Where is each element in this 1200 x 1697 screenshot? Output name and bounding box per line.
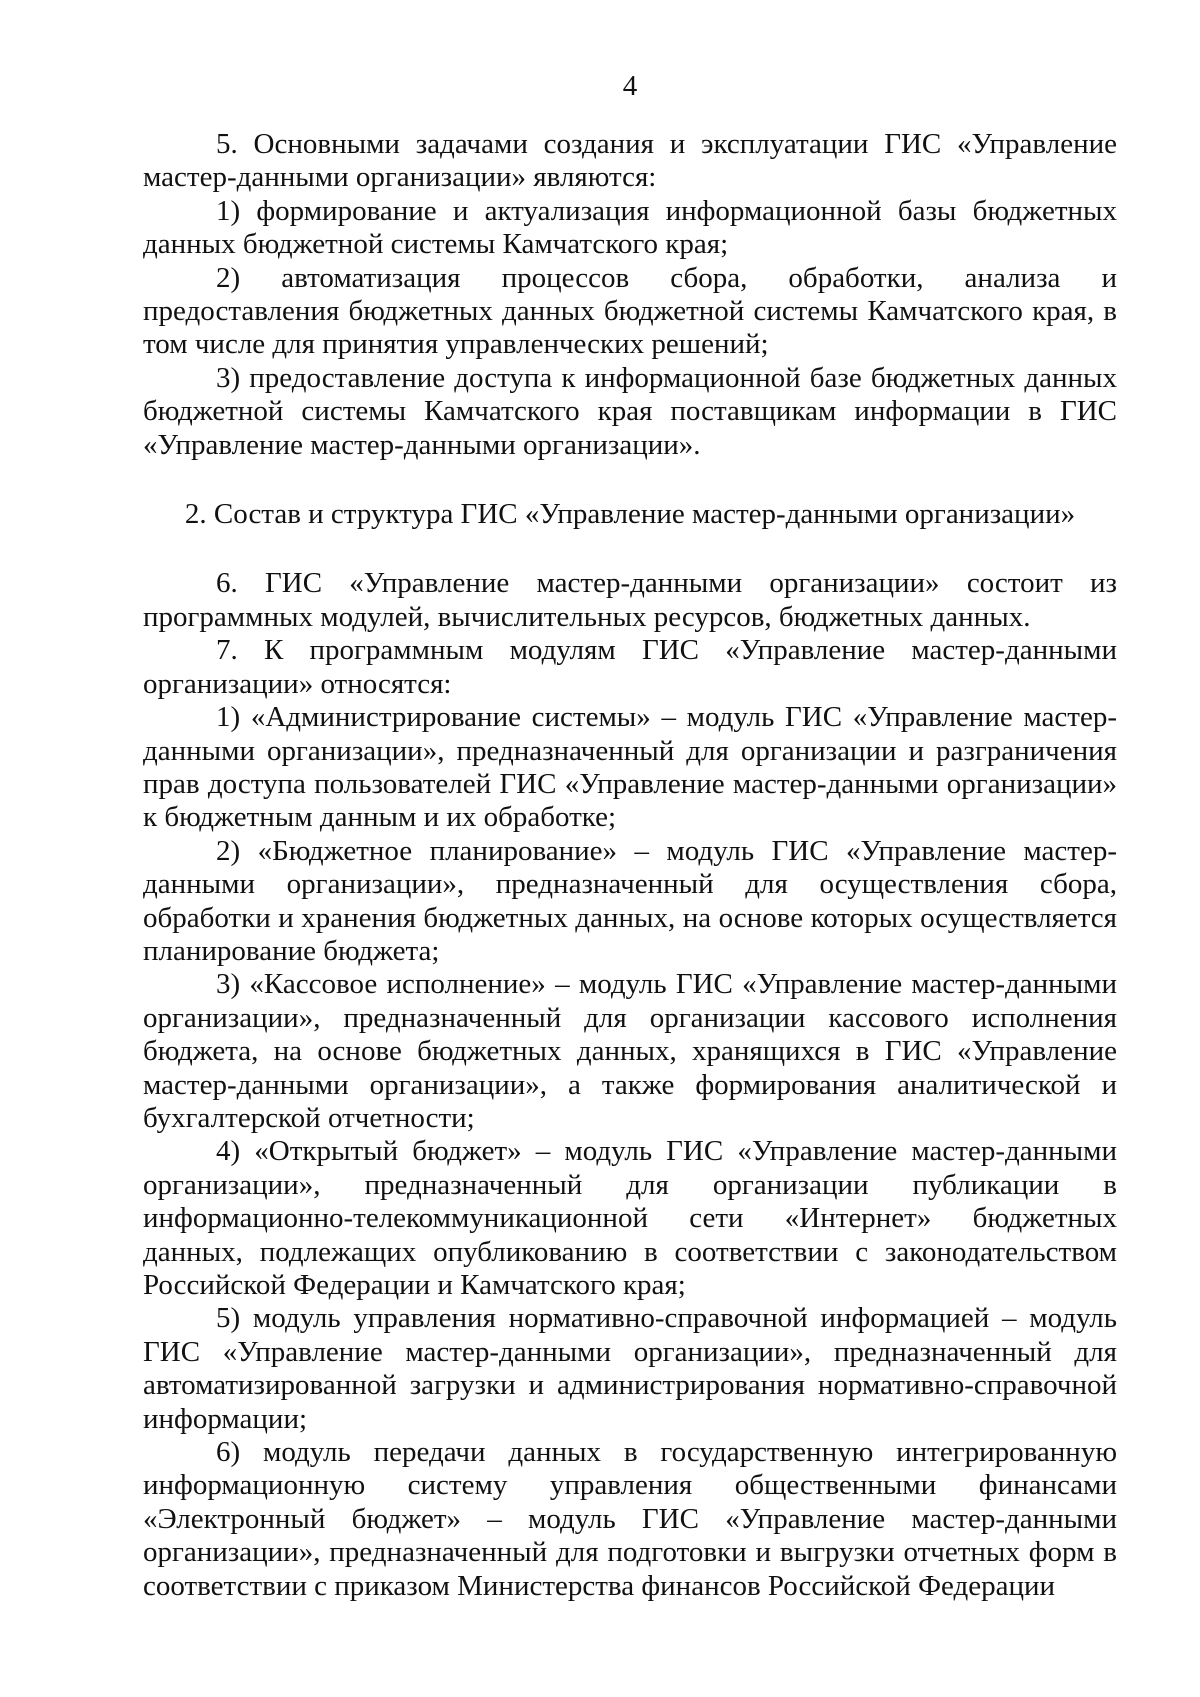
module-item-5: 5) модуль управления нормативно-справочной информацией – модуль ГИС «Управление мастер-данными организации», предназначенный для автоматизированной загрузки и администрирования нормативно-справочной информации; [143,1302,1117,1435]
document-body [143,128,1117,1603]
paragraph-6: 6. ГИС «Управление мастер-данными организации» состоит из программных модулей, вычислительных ресурсов, бюджетных данных. [143,567,1117,633]
paragraph-7: 7. К программным модулям ГИС «Управление мастер-данными организации» относятся: [143,634,1117,700]
list-item-1: 1) формирование и актуализация информационной базы бюджетных данных бюджетной системы Камчатского края; [143,194,1117,261]
paragraph-5: 5. Основными задачами создания и эксплуатации ГИС «Управление мастер-данными организации» являются: [143,128,1117,194]
module-item-1: 1) «Администрирование системы» – модуль ГИС «Управление мастер-данными организации», предназначенный для организации и разграничения прав доступа пользователей ГИС «Управление мастер-данными организации» к бюджетным данным и их обработке; [143,701,1117,834]
module-item-4: 4) «Открытый бюджет» – модуль ГИС «Управление мастер-данными организации», предназначенный для организации публикации в информационно-телекоммуникационной сети «Интернет» бюджетных данных, подлежащих опубликованию в соответствии с законодательством Российской Федерации и Камчатского края; [143,1135,1117,1301]
page-number: 4 [622,70,638,102]
section-heading: 2. Состав и структура ГИС «Управление мастер-данными организации» [184,498,1076,531]
module-item-3: 3) «Кассовое исполнение» – модуль ГИС «Управление мастер-данными организации», предназначенный для организации кассового исполнения бюджета, на основе бюджетных данных, хранящихся в ГИС «Управление мастер-данными организации», а также формирования аналитической и бухгалтерской отчетности; [143,968,1117,1134]
module-item-2: 2) «Бюджетное планирование» – модуль ГИС «Управление мастер-данными организации», предназначенный для осуществления сбора, обработки и хранения бюджетных данных, на основе которых осуществляется планирование бюджета; [143,834,1117,967]
spacer [143,531,1117,567]
list-item-2: 2) автоматизация процессов сбора, обработки, анализа и предоставления бюджетных данных бюджетной системы Камчатского края, в том числе для принятия управленческих решений; [143,261,1117,361]
spacer [143,462,1117,498]
module-item-6: 6) модуль передачи данных в государственную интегрированную информационную систему управления общественными финансами «Электронный бюджет» – модуль ГИС «Управление мастер-данными организации», предназначенный для подготовки и выгрузки отчетных форм в соответствии с приказом Министерства финансов Российской Федерации [143,1436,1117,1602]
list-item-3: 3) предоставление доступа к информационной базе бюджетных данных бюджетной системы Камчатского края поставщикам информации в ГИС «Управление мастер-данными организации». [143,361,1117,461]
